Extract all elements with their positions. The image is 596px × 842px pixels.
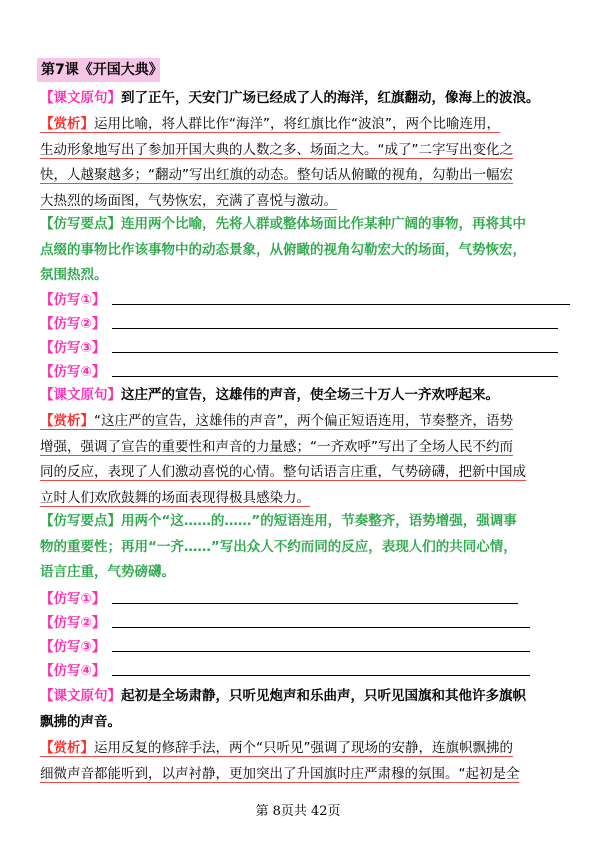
imitate-row-2 — [40, 313, 112, 335]
original-text: 到了正午，天安门广场已经成了人的海洋，红旗翻动，像海上的波浪。 — [121, 90, 540, 106]
imitate-answer-line[interactable] — [112, 352, 558, 353]
analysis-1 — [40, 112, 558, 214]
key-points-line: 点缀的事物比作该事物中的动态景象，从俯瞰的视角勾勒宏大的场面，气势恢宏， — [40, 241, 526, 258]
analysis-line: 【赏析】运用反复的修辞手法，两个“只听见”强调了现场的安静，连旗帜飘拂的 — [40, 740, 513, 756]
analysis-line: 细微声音都能听到，以声衬静，更加突出了升国旗时庄严肃穆的氛围。“起初是全 — [40, 765, 520, 782]
imitate-row-4 — [40, 660, 112, 682]
key-points-line: 氛围热烈。 — [40, 267, 108, 283]
key-points-1 — [40, 212, 558, 289]
imitate-label: 【仿写④】 — [40, 364, 106, 380]
page-footer: 第 8页共 42页 — [255, 804, 341, 819]
key-points-label: 【仿写要点】 — [40, 216, 121, 232]
original-sentence-3 — [40, 684, 558, 735]
analysis-line: 大热烈的场面图，气势恢宏，充满了喜悦与激动。 — [40, 192, 337, 209]
analysis-label: 【赏析】 — [40, 116, 94, 132]
original-label: 【课文原句】 — [40, 90, 121, 106]
imitate-row-4 — [40, 361, 112, 383]
analysis-label: 【赏析】 — [40, 413, 94, 429]
analysis-line: 增强，强调了宣告的重要性和声音的力量感；“一齐欢呼”写出了全场人民不约而 — [40, 438, 513, 455]
imitate-label: 【仿写③】 — [40, 639, 106, 655]
key-points-line: 【仿写要点】连用两个比喻，先将人群或整体场面比作某种广阔的事物，再将其中 — [40, 216, 526, 232]
imitate-label: 【仿写②】 — [40, 316, 106, 332]
imitate-row-1 — [40, 289, 112, 311]
original-line: 【课文原句】起初是全场肃静，只听见炮声和乐曲声，只听见国旗和其他许多旗帜 — [40, 688, 526, 704]
imitate-row-3 — [40, 337, 112, 359]
analysis-line: 【赏析】运用比喻，将人群比作“海洋”，将红旗比作“波浪”，两个比喻连用， — [40, 116, 500, 132]
analysis-3 — [40, 736, 558, 787]
original-sentence-1 — [40, 86, 558, 112]
original-label: 【课文原句】 — [40, 387, 121, 403]
key-points-line: 物的重要性；再用“一齐……”写出众人不约而同的反应，表现人们的共同心情， — [40, 538, 517, 555]
imitate-label: 【仿写②】 — [40, 615, 106, 631]
imitate-answer-line[interactable] — [112, 328, 558, 329]
original-label: 【课文原句】 — [40, 688, 121, 704]
original-line: 飘拂的声音。 — [40, 713, 121, 730]
analysis-line: 生动形象地写出了参加开国大典的人数之多、场面之大。“成了”二字写出变化之 — [40, 141, 513, 158]
analysis-line: 快，人越聚越多；“翻动”写出红旗的动态。整句话从俯瞰的视角，勾勒出一幅宏 — [40, 167, 513, 183]
analysis-line: 立时人们欢欣鼓舞的场面表现得极具感染力。 — [40, 489, 310, 506]
key-points-label: 【仿写要点】 — [40, 513, 121, 529]
imitate-label: 【仿写③】 — [40, 340, 106, 356]
imitate-answer-line[interactable] — [112, 603, 518, 604]
key-points-line: 语言庄重，气势磅礴。 — [40, 564, 175, 580]
analysis-line: 【赏析】“这庄严的宣告，这雄伟的声音”，两个偏正短语连用，节奏整齐，语势 — [40, 413, 513, 429]
imitate-row-2 — [40, 612, 112, 634]
key-points-2 — [40, 509, 558, 586]
imitate-answer-line[interactable] — [112, 651, 530, 652]
analysis-line: 同的反应，表现了人们激动喜悦的心情。整句话语言庄重，气势磅礴，把新中国成 — [40, 464, 526, 480]
imitate-label: 【仿写④】 — [40, 663, 106, 679]
imitate-label: 【仿写①】 — [40, 292, 106, 308]
analysis-2 — [40, 409, 558, 511]
original-text: 这庄严的宣告，这雄伟的声音，使全场三十万人一齐欢呼起来。 — [121, 387, 499, 403]
lesson-title: 第7课《开国大典》 — [37, 58, 160, 82]
key-points-line: 【仿写要点】用两个“这……的……”的短语连用，节奏整齐，语势增强，强调事 — [40, 513, 517, 529]
imitate-answer-line[interactable] — [112, 627, 530, 628]
imitate-answer-line[interactable] — [112, 675, 530, 676]
imitate-label: 【仿写①】 — [40, 591, 106, 607]
imitate-row-1 — [40, 588, 112, 610]
imitate-row-3 — [40, 636, 112, 658]
imitate-answer-line[interactable] — [112, 304, 570, 305]
analysis-label: 【赏析】 — [40, 740, 94, 756]
imitate-answer-line[interactable] — [112, 376, 558, 377]
original-sentence-2 — [40, 383, 558, 409]
